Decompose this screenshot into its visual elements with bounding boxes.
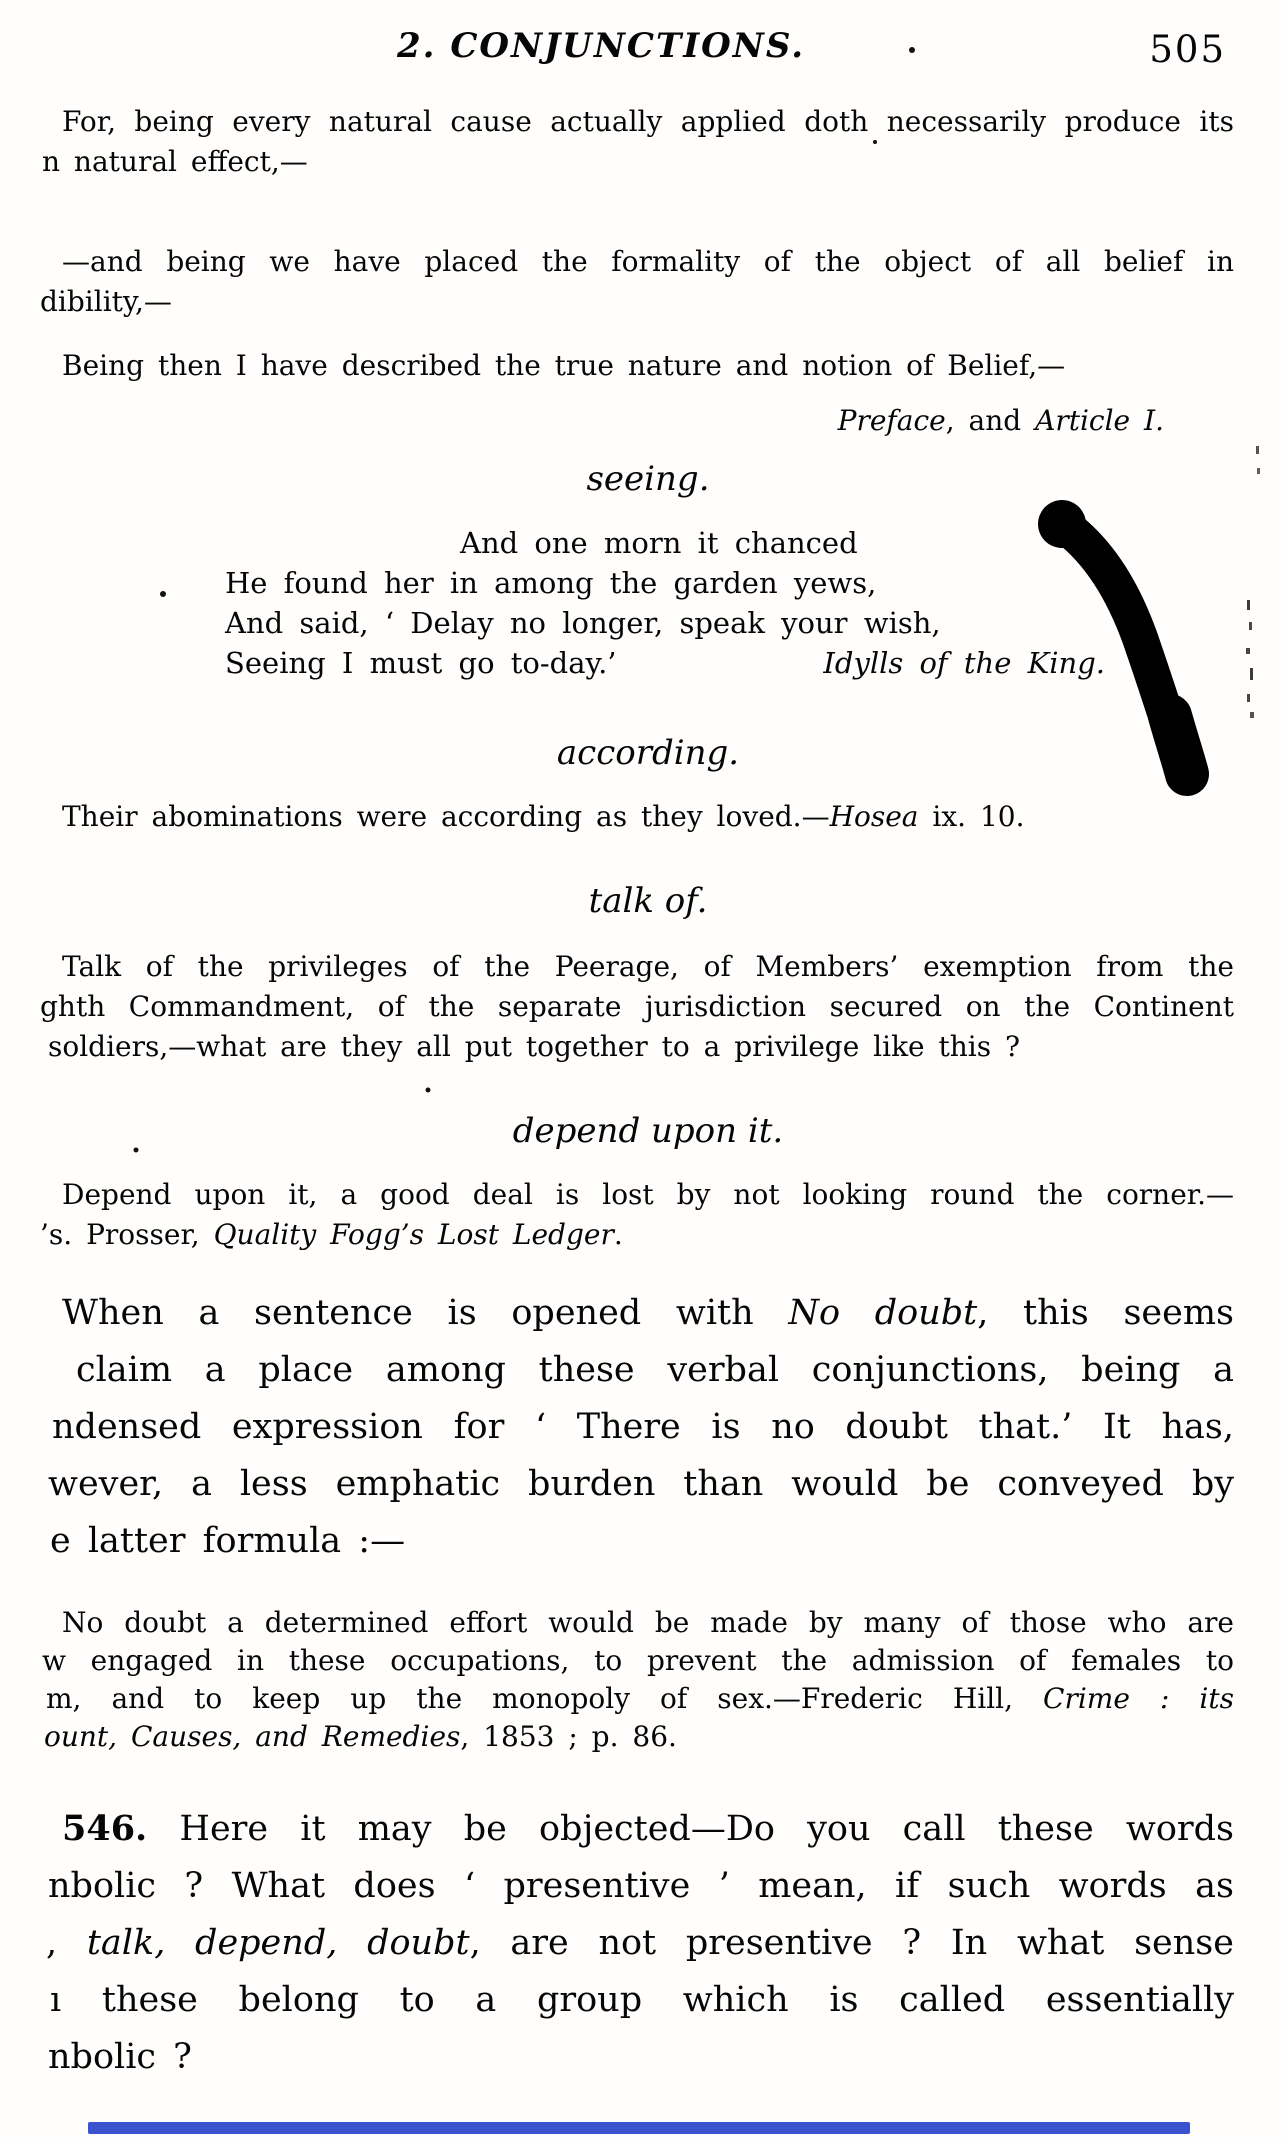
quote-paragraph-for-being — [42, 102, 1234, 182]
text-segment: —and being we have placed the formality of the object of all belief in — [62, 245, 1234, 278]
text-segment: Article I. — [1035, 404, 1164, 437]
poem-idylls — [225, 523, 1105, 683]
text-segment: Seeing I must go to-day.’ — [225, 646, 617, 680]
text-line — [48, 2029, 1234, 2086]
text-segment: , 1853 ; p. 86. — [460, 1720, 677, 1753]
text-segment: . — [613, 1218, 623, 1251]
text-segment: Preface — [837, 404, 946, 437]
body-paragraph-546 — [46, 1800, 1234, 2086]
text-segment: Their abominations were according as they loved.— — [62, 800, 830, 833]
quote-paragraph-and-being — [40, 242, 1234, 322]
text-line — [62, 1175, 1234, 1215]
text-line — [62, 947, 1234, 987]
text-segment: claim a place among these verbal conjunctions, being a — [76, 1350, 1234, 1390]
text-line — [76, 1342, 1234, 1399]
text-segment: Being then I have described the true nature and notion of Belief,— — [62, 349, 1066, 382]
text-segment: according. — [556, 733, 740, 773]
text-line — [62, 401, 1234, 441]
text-segment: seeing. — [586, 459, 710, 499]
page-header — [62, 26, 1234, 72]
text-line — [50, 1513, 1234, 1570]
text-segment: Here it may be objected—Do you call these words — [147, 1809, 1234, 1849]
text-segment: For, being every natural cause actually applied doth necessarily produce its — [62, 105, 1234, 138]
text-segment: ghth Commandment, of the separate jurisdiction secured on the Continent — [40, 990, 1234, 1023]
text-segment: nbolic ? What does ‘ presentive ’ mean, if such words as — [48, 1866, 1234, 1906]
text-segment: ’s. Prosser, — [40, 1218, 214, 1251]
text-line — [62, 102, 1234, 142]
text-line — [62, 797, 1234, 837]
text-line — [50, 1972, 1234, 2029]
quote-paragraph-frederic-hill — [42, 1604, 1234, 1756]
text-line — [40, 282, 1234, 322]
body-paragraph-no-doubt — [48, 1285, 1234, 1570]
text-segment: ix. 10. — [918, 800, 1025, 833]
text-line — [52, 1399, 1234, 1456]
text-line — [62, 1107, 1234, 1155]
text-segment: When a sentence is opened with — [62, 1293, 789, 1333]
section-heading-according — [62, 729, 1234, 777]
text-segment: Talk of the privileges of the Peerage, of Members’ exemption from the — [62, 950, 1234, 983]
text-segment: , and — [945, 404, 1036, 437]
text-line — [44, 1718, 1234, 1756]
text-segment: w engaged in these occupations, to prevent the admission of females to — [42, 1644, 1234, 1677]
text-segment: Hosea — [829, 800, 919, 833]
quote-paragraph-depend — [40, 1175, 1234, 1255]
text-line — [40, 987, 1234, 1027]
text-line — [46, 1680, 1234, 1718]
text-segment: 546. — [62, 1808, 148, 1849]
text-segment: depend upon it. — [512, 1111, 784, 1151]
text-segment: soldiers,—what are they all put together to a privilege like this ? — [48, 1030, 1021, 1063]
quote-paragraph-being-then — [62, 346, 1234, 441]
text-segment: dibility,— — [40, 285, 172, 318]
text-segment: ı these belong to a group which is called essentially — [50, 1980, 1234, 2020]
text-line — [42, 1642, 1234, 1680]
text-line — [62, 729, 1234, 777]
text-segment: ount, Causes, and Remedies — [44, 1720, 461, 1753]
quote-paragraph-hosea — [62, 797, 1234, 837]
scan-edge-bar — [88, 2122, 1190, 2134]
text-segment: Idylls of the King. — [823, 646, 1105, 680]
line-left — [225, 643, 617, 683]
section-heading-talk-of — [62, 877, 1234, 925]
text-segment: ndensed expression for ‘ There is no doubt that.’ It has, — [52, 1407, 1234, 1447]
text-line — [62, 242, 1234, 282]
text-segment: And one morn it chanced — [460, 526, 858, 560]
text-line — [48, 1858, 1234, 1915]
text-line — [62, 455, 1234, 503]
text-segment: And said, ‘ Delay no longer, speak your wish, — [225, 606, 941, 640]
page-content — [40, 102, 1234, 2086]
text-segment: talk, depend, doubt — [86, 1923, 470, 1963]
text-line — [48, 1027, 1234, 1067]
text-segment: n natural effect,— — [42, 145, 308, 178]
text-segment: No doubt — [788, 1293, 978, 1333]
text-line — [62, 1285, 1234, 1342]
text-segment: talk of. — [588, 881, 708, 921]
line-attribution — [823, 643, 1105, 683]
text-segment: , this seems — [977, 1293, 1234, 1333]
text-segment: e latter formula :— — [50, 1521, 406, 1561]
text-segment: , are not presentive ? In what sense — [469, 1923, 1234, 1963]
text-line — [46, 1915, 1234, 1972]
text-segment: m, and to keep up the monopoly of sex.—Frederic Hill, — [46, 1682, 1044, 1715]
text-segment: , — [46, 1923, 87, 1963]
text-line — [460, 523, 1105, 563]
text-line — [62, 877, 1234, 925]
section-heading-seeing — [62, 455, 1234, 503]
text-line — [225, 643, 1105, 683]
text-segment: Depend upon it, a good deal is lost by not looking round the corner.— — [62, 1178, 1234, 1211]
text-line — [225, 603, 1105, 643]
section-heading-depend-upon-it — [62, 1107, 1234, 1155]
text-line — [62, 346, 1234, 386]
text-line — [62, 1604, 1234, 1642]
text-segment: Crime : its — [1043, 1682, 1234, 1715]
text-segment: nbolic ? — [48, 2037, 192, 2077]
text-segment: No doubt a determined effort would be made by many of those who are — [62, 1606, 1234, 1639]
quote-paragraph-talk — [40, 947, 1234, 1067]
text-line — [48, 1456, 1234, 1513]
text-line — [225, 563, 1105, 603]
text-segment: wever, a less emphatic burden than would be conveyed by — [48, 1464, 1234, 1504]
text-line — [62, 1800, 1234, 1858]
text-segment: He found her in among the garden yews, — [225, 566, 877, 600]
text-segment: Quality Fogg’s Lost Ledger — [213, 1218, 614, 1251]
page-number: 505 — [1149, 28, 1226, 71]
running-title: 2. CONJUNCTIONS. — [397, 26, 806, 66]
text-line — [40, 1215, 1234, 1255]
text-line — [42, 142, 1234, 182]
